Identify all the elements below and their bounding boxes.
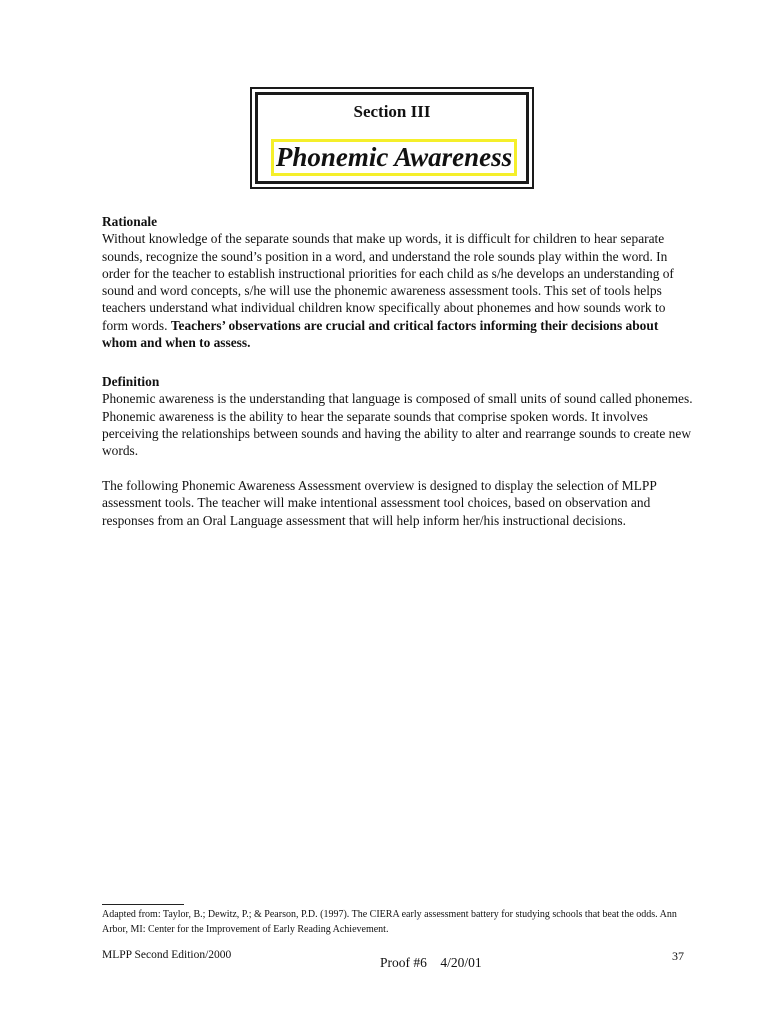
- section-title-inner-frame: [255, 92, 529, 184]
- page-number: 37: [672, 949, 684, 963]
- section-label: Section III: [353, 102, 431, 121]
- footer-edition: MLPP Second Edition/2000: [102, 949, 232, 961]
- overview-body: The following Phonemic Awareness Assessment overview is designed to display the selection of MLPP assessment tools. The teacher will make intentional assessment tool choices, based on observation and responses from an Oral Language assessment that will help inform her/his instructional decisions.: [102, 478, 657, 528]
- rationale-body: Without knowledge of the separate sounds that make up words, it is difficult for children to hear separate sounds, recognize the sound’s position in a word, and understand the role sounds play within the word. In order for the teacher to establish instructional priorities for each child as s/he develops an understanding of sound and word concepts, s/he will use the phonemic awareness assessment tools. This set of tools helps teachers understand what individual children know specifically about phonemes and how sounds work to form words.: [102, 231, 674, 333]
- footnote: Adapted from: Taylor, B.; Dewitz, P.; & Pearson, P.D. (1997). The CIERA early assessment battery for studying schools that beat the odds. Ann Arbor, MI: Center for the Improvement of Early Reading Achievement.: [102, 909, 677, 935]
- footnote-divider: [102, 904, 184, 905]
- rationale-emphasis: Teachers’ observations are crucial and critical factors informing their decisions about whom and when to assess.: [102, 317, 659, 351]
- overview-section: [102, 477, 694, 529]
- section-title: Phonemic Awareness: [271, 139, 517, 176]
- rationale-paragraph: [102, 230, 694, 351]
- footer-proof: Proof #6 4/20/01: [380, 955, 482, 970]
- section-title-box: [250, 87, 534, 189]
- definition-section: [102, 373, 694, 459]
- definition-heading: Definition: [102, 374, 160, 389]
- rationale-heading: Rationale: [102, 214, 158, 229]
- rationale-section: [102, 213, 694, 351]
- definition-body: Phonemic awareness is the understanding that language is composed of small units of sound called phonemes. Phonemic awareness is the ability to hear the separate sounds that comprise spoken words. It involves perceiving the relationships between sounds and having the ability to alter and rearrange sounds to create new words.: [102, 391, 693, 459]
